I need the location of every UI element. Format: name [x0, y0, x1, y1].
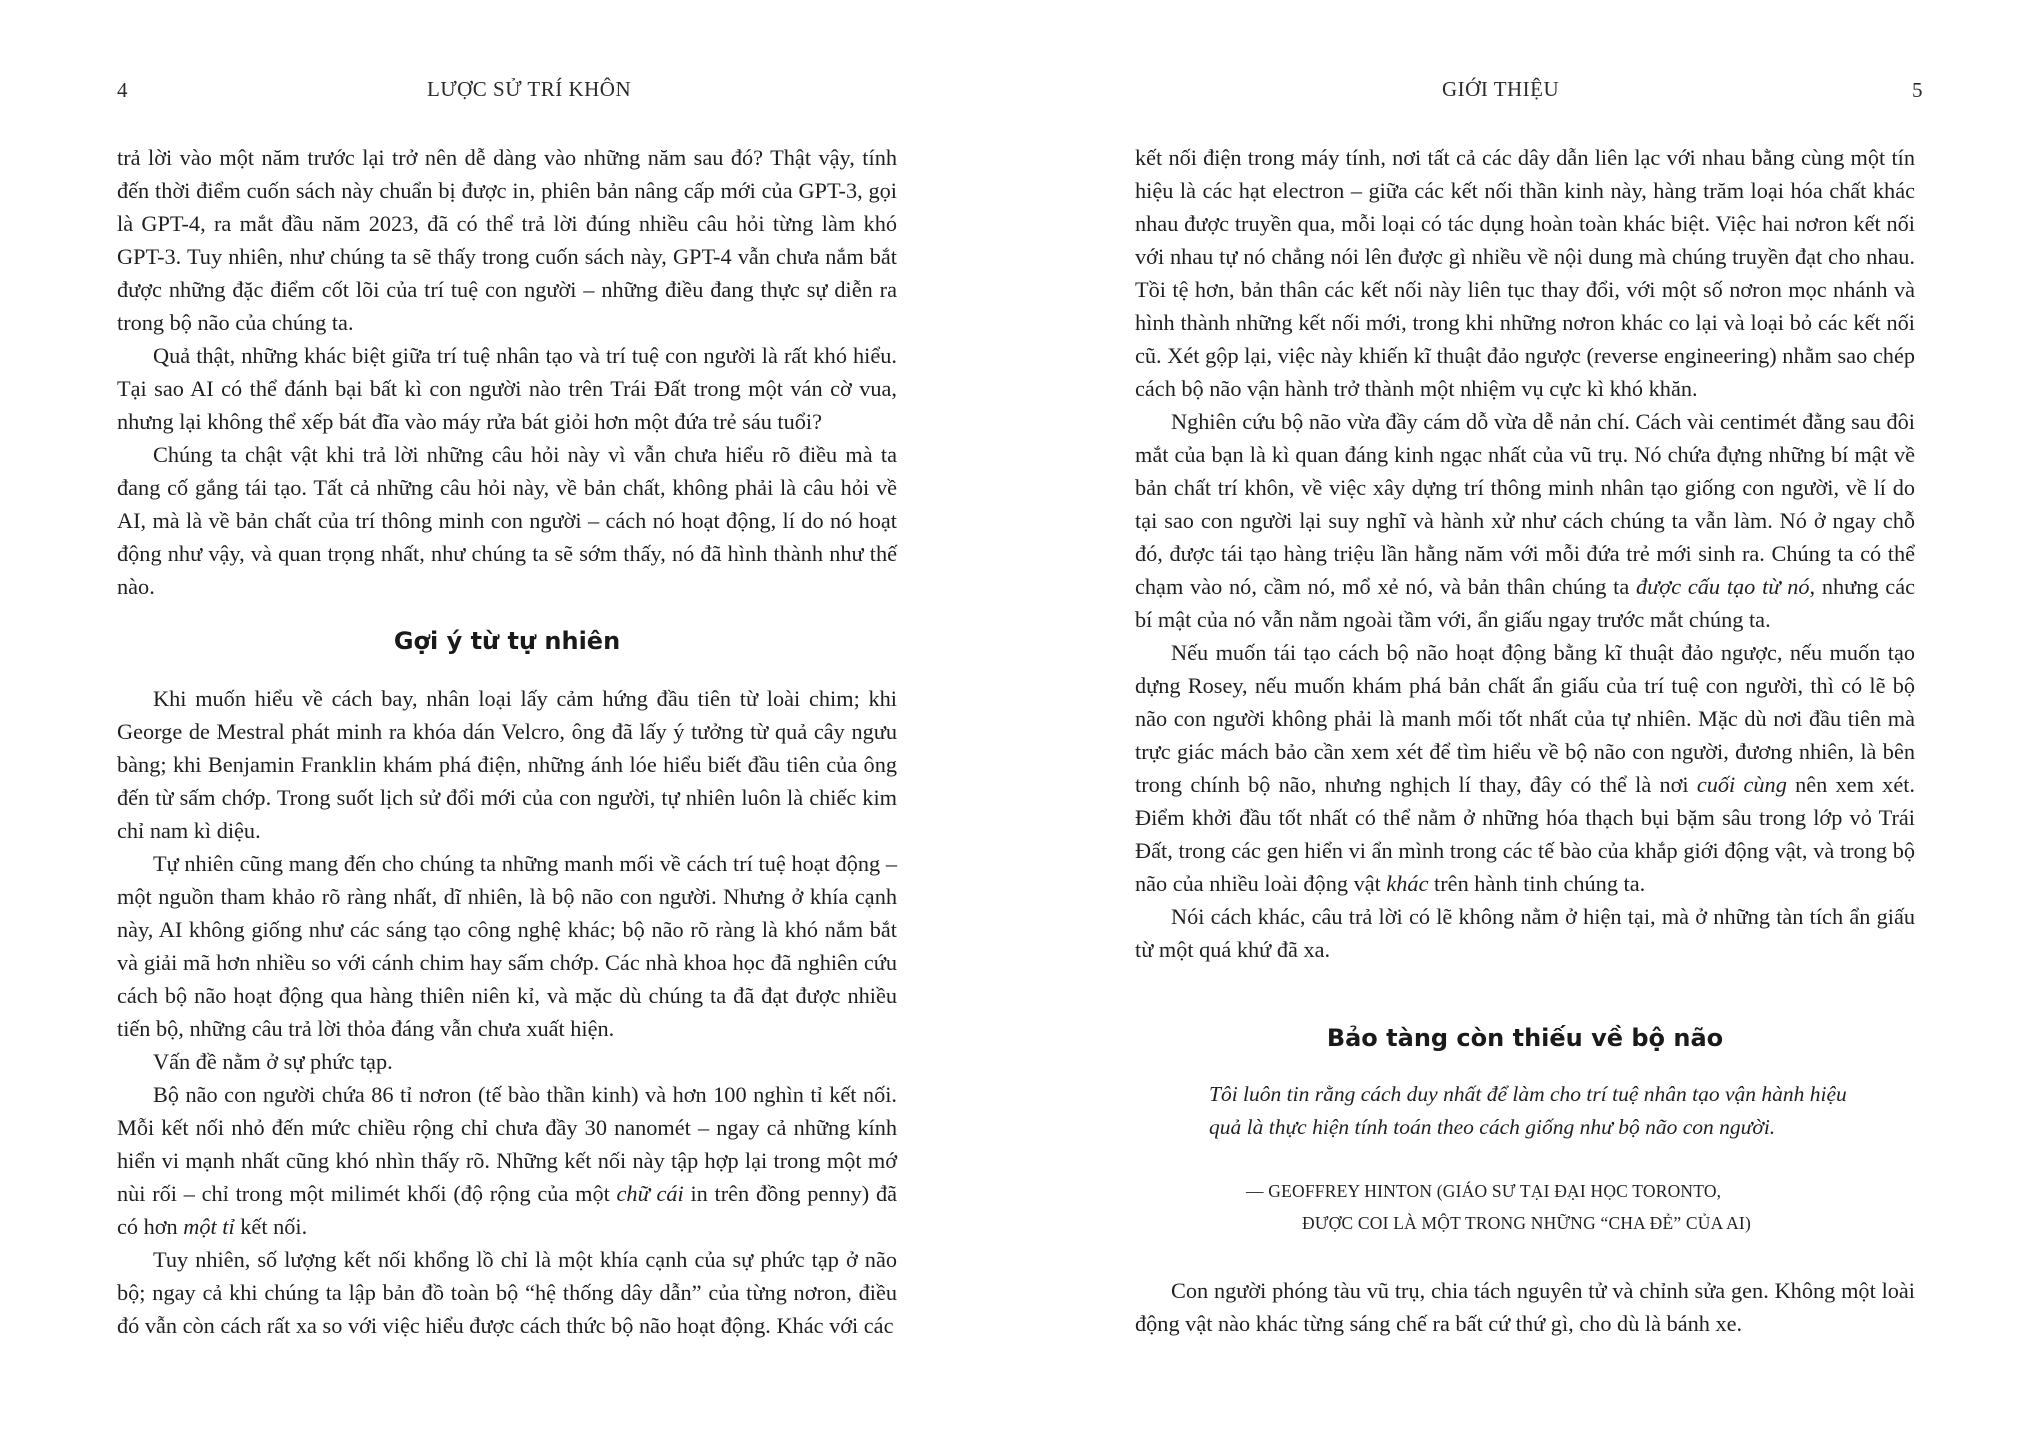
paragraph: Tự nhiên cũng mang đến cho chúng ta những manh mối về cách trí tuệ hoạt động – một nguồn tham khảo rõ ràng nhất, dĩ nhiên, là bộ não con người. Nhưng ở khía cạnh này, AI không giống như các sáng tạo công nghệ khác; bộ não rõ ràng là khó nắm bắt và giải mã hơn nhiều so với cánh chim hay sấm chớp. Các nhà khoa học đã nghiên cứu cách bộ não hoạt động qua hàng thiên niên kỉ, và mặc dù chúng ta đã đạt được nhiều tiến bộ, những câu trả lời thỏa đáng vẫn chưa xuất hiện. — [117, 851, 897, 1041]
paragraph: kết nối điện trong máy tính, nơi tất cả các dây dẫn liên lạc với nhau bằng cùng một tín hiệu là các hạt electron – giữa các kết nối thần kinh này, hàng trăm loại hóa chất khác nhau được truyền qua, mỗi loại có tác dụng hoàn toàn khác biệt. Việc hai nơron kết nối với nhau tự nó chẳng nói lên được gì nhiều về nội dung mà chúng truyền đạt cho nhau. Tồi tệ hơn, bản thân các kết nối này liên tục thay đổi, với một số nơron mọc nhánh và hình thành những kết nối mới, trong khi những nơron khác co lại và loại bỏ các kết nối cũ. Xét gộp lại, việc này khiến kĩ thuật đảo ngược (reverse engineering) nhằm sao chép cách bộ não vận hành trở thành một nhiệm vụ cực kì khó khăn. — [1135, 145, 1915, 401]
section-heading: Bảo tàng còn thiếu về bộ não — [1326, 1024, 1724, 1052]
continued-text — [1135, 141, 1915, 966]
emphasis: cuối cùng — [1696, 772, 1787, 797]
paragraph — [117, 1078, 897, 1243]
paragraph: Chúng ta chật vật khi trả lời những câu hỏi này vì vẫn chưa hiểu rõ điều mà ta đang cố gắng tái tạo. Tất cả những câu hỏi này, về bản chất, không phải là câu hỏi về AI, mà là về bản chất của trí thông minh con người – cách nó hoạt động, lí do nó hoạt động như vậy, và quan trọng nhất, như chúng ta sẽ sớm thấy, nó đã hình thành như thế nào. — [117, 442, 897, 599]
paragraph — [1135, 636, 1915, 900]
text-span: Bộ não con người chứa 86 tỉ nơron (tế bào thần kinh) và hơn 100 nghìn tỉ kết nối. Mỗi kết nối nhỏ đến mức chiều rộng chỉ chưa đầy 30 nanomét – ngay cả những kính hiển vi mạnh nhất cũng khó nhìn thấy rõ. Những kết nối này tập hợp lại trong một mớ nùi rối – chỉ trong một milimét khối (độ rộng của một — [117, 1082, 897, 1206]
text-span: kết nối. — [234, 1214, 308, 1239]
paragraph: Khi muốn hiểu về cách bay, nhân loại lấy cảm hứng đầu tiên từ loài chim; khi George de Mestral phát minh ra khóa dán Velcro, ông đã lấy ý tưởng từ quả cây ngưu bàng; khi Benjamin Franklin khám phá điện, những ánh lóe hiểu biết đầu tiên của ông đến từ sấm chớp. Trong suốt lịch sử đổi mới của con người, tự nhiên luôn là chiếc kim chỉ nam kì diệu. — [117, 686, 897, 843]
page-number: 5 — [1912, 78, 1923, 102]
emphasis: được cấu tạo từ nó — [1635, 574, 1810, 599]
emphasis: khác — [1386, 871, 1429, 896]
page-number: 4 — [117, 78, 128, 102]
text-span: Nghiên cứu bộ não vừa đầy cám dỗ vừa dễ nản chí. Cách vài centimét đằng sau đôi mắt của bạn là kì quan đáng kinh ngạc nhất của vũ trụ. Nó chứa đựng những bí mật về bản chất trí khôn, về việc xây dựng trí thông minh nhân tạo giống con người, về lí do tại sao con người lại suy nghĩ và hành xử như cách chúng ta vẫn làm. Nó ở ngay chỗ đó, được tái tạo hàng triệu lần hằng năm với mỗi đứa trẻ mới sinh ra. Chúng ta có thể chạm vào nó, cầm nó, mổ xẻ nó, và bản thân chúng ta — [1135, 409, 1915, 599]
nature-text — [117, 682, 897, 1342]
paragraph: Con người phóng tàu vũ trụ, chia tách nguyên tử và chỉnh sửa gen. Không một loài động vật nào khác từng sáng chế ra bất cứ thứ gì, cho dù là bánh xe. — [1135, 1278, 1915, 1336]
text-span: nên xem xét. Điểm khởi đầu tốt nhất có thể nằm ở những hóa thạch bụi bặm sâu trong lớp vỏ Trái Đất, trong các gen hiển vi ẩn mình trong các tế bào của khắp giới động vật, và trong bộ não của nhiều loài động vật — [1135, 772, 1915, 896]
paragraph: Quả thật, những khác biệt giữa trí tuệ nhân tạo và trí tuệ con người là rất khó hiểu. Tại sao AI có thể đánh bại bất kì con người nào trên Trái Đất trong một ván cờ vua, nhưng lại không thể xếp bát đĩa vào máy rửa bát giỏi hơn một đứa trẻ sáu tuổi? — [117, 343, 897, 434]
section-heading: Gợi ý từ tự nhiên — [393, 627, 621, 655]
paragraph — [1135, 405, 1915, 636]
paragraph: Tuy nhiên, số lượng kết nối khổng lồ chỉ là một khía cạnh của sự phức tạp ở não bộ; ngay cả khi chúng ta lập bản đồ toàn bộ “hệ thống dây dẫn” của từng nơron, điều đó vẫn còn cách rất xa so với việc hiểu được cách thức bộ não hoạt động. Khác với các — [117, 1247, 897, 1338]
attribution-line: — GEOFFREY HINTON (GIÁO SƯ TẠI ĐẠI HỌC TORONTO, — [1246, 1181, 1722, 1201]
paragraph: trả lời vào một năm trước lại trở nên dễ dàng vào những năm sau đó? Thật vậy, tính đến thời điểm cuốn sách này chuẩn bị được in, phiên bản nâng cấp mới của GPT-3, gọi là GPT-4, ra mắt đầu năm 2023, đã có thể trả lời đúng nhiều câu hỏi từng làm khó GPT-3. Tuy nhiên, như chúng ta sẽ thấy trong cuốn sách này, GPT-4 vẫn chưa nắm bắt được những đặc điểm cốt lõi của trí tuệ con người – những điều đang thực sự diễn ra trong bộ não của chúng ta. — [117, 145, 897, 335]
intro-text — [117, 141, 897, 603]
text-span: trên hành tinh chúng ta. — [1428, 871, 1646, 896]
paragraph: Vấn đề nằm ở sự phức tạp. — [153, 1049, 393, 1074]
emphasis: một tỉ — [183, 1214, 235, 1239]
epigraph: Tôi luôn tin rằng cách duy nhất để làm cho trí tuệ nhân tạo vận hành hiệu quả là thực hiện tính toán theo cách giống như bộ não con người. — [1209, 1082, 1847, 1139]
text-span: in trên đồng penny) đã có hơn — [117, 1181, 897, 1239]
running-head: LƯỢC SỬ TRÍ KHÔN — [427, 77, 632, 101]
right-page — [1016, 0, 2032, 1441]
text-span: Nếu muốn tái tạo cách bộ não hoạt động bằng kĩ thuật đảo ngược, nếu muốn tạo dựng Rosey, nếu muốn khám phá bản chất ẩn giấu của trí tuệ con người, thì có lẽ bộ não con người không phải là manh mối tốt nhất của tự nhiên. Mặc dù nơi đầu tiên mà trực giác mách bảo cần xem xét để tìm hiểu về bộ não con người, đương nhiên, là bên trong chính bộ não, nhưng nghịch lí thay, đây có thể là nơi — [1135, 640, 1915, 797]
paragraph: Nói cách khác, câu trả lời có lẽ không nằm ở hiện tại, mà ở những tàn tích ẩn giấu từ một quá khứ đã xa. — [1135, 904, 1915, 962]
epigraph-attribution — [1246, 1175, 1886, 1239]
emphasis: chữ cái — [616, 1181, 684, 1206]
final-text — [1135, 1274, 1915, 1340]
text-span: , nhưng các bí mật của nó vẫn nằm ngoài tầm với, ẩn giấu ngay trước mắt chúng ta. — [1135, 574, 1915, 632]
running-head: GIỚI THIỆU — [1442, 77, 1560, 101]
attribution-line: ĐƯỢC COI LÀ MỘT TRONG NHỮNG “CHA ĐẺ” CỦA AI) — [1302, 1213, 1751, 1233]
